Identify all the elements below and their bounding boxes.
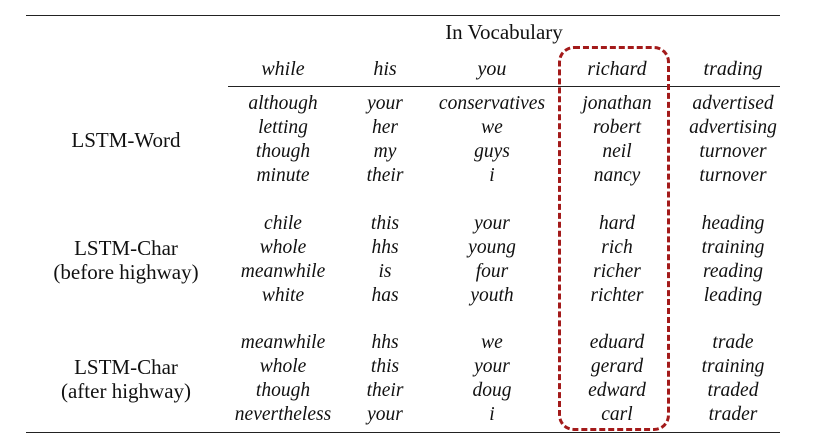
table-cell: although — [248, 93, 318, 114]
table-cell: guys — [474, 141, 510, 162]
table-cell: white — [261, 285, 305, 306]
table-cell: richter — [590, 285, 644, 306]
table-cell: rich — [601, 237, 633, 258]
table-cell: hhs — [371, 237, 399, 258]
table-cell: hard — [598, 213, 636, 234]
table-cell: jonathan — [582, 93, 652, 114]
table-cell: training — [701, 237, 765, 258]
table-cell: robert — [592, 117, 642, 138]
table-cell: has — [371, 285, 399, 306]
rule-bottom — [26, 432, 780, 433]
column-header-richard: richard — [587, 58, 647, 80]
table-cell: leading — [703, 285, 763, 306]
table-cell: their — [366, 380, 404, 401]
table-cell: minute — [256, 165, 310, 186]
table-cell: trade — [712, 332, 754, 353]
table-cell: we — [481, 117, 503, 138]
table-cell: my — [373, 141, 397, 162]
table-cell: whole — [259, 356, 307, 377]
table-cell: traded — [707, 380, 759, 401]
table-cell: chile — [264, 213, 302, 234]
table-cell: advertised — [692, 93, 774, 114]
table-cell: training — [701, 356, 765, 377]
row-group-label-line: (before highway) — [53, 260, 199, 284]
table-cell: hhs — [371, 332, 399, 353]
table-cell: heading — [701, 213, 765, 234]
table-cell: richer — [593, 261, 641, 282]
table-cell: her — [372, 117, 398, 138]
table-cell: turnover — [699, 165, 767, 186]
table-title: In Vocabulary — [445, 20, 563, 44]
table-cell: i — [489, 404, 495, 425]
column-header-trading: trading — [703, 58, 763, 80]
table-cell: turnover — [699, 141, 767, 162]
table-cell: gerard — [590, 356, 644, 377]
column-header-while: while — [261, 58, 305, 80]
table-cell: letting — [258, 117, 308, 138]
table-cell: your — [474, 213, 510, 234]
table-cell: nancy — [593, 165, 641, 186]
table-cell: your — [367, 404, 403, 425]
table-cell: whole — [259, 237, 307, 258]
table-cell: advertising — [689, 117, 777, 138]
row-group-label — [26, 236, 226, 284]
table-cell: meanwhile — [240, 261, 326, 282]
table-cell: youth — [470, 285, 514, 306]
table-cell: their — [366, 165, 404, 186]
table-cell: trader — [708, 404, 758, 425]
table-cell: conservatives — [438, 93, 546, 114]
table-cell: though — [255, 380, 311, 401]
table-cell: neil — [602, 141, 632, 162]
table-cell: we — [481, 332, 503, 353]
table-cell: is — [378, 261, 392, 282]
table-cell: your — [474, 356, 510, 377]
table-cell: four — [475, 261, 509, 282]
row-group-label-line: LSTM-Char — [74, 236, 178, 260]
table-cell: carl — [601, 404, 633, 425]
table-cell: young — [468, 237, 516, 258]
table-cell: meanwhile — [240, 332, 326, 353]
rule-top — [26, 15, 780, 16]
row-group-label-line: (after highway) — [60, 379, 192, 403]
table-cell: this — [370, 213, 400, 234]
column-header-his: his — [373, 58, 397, 80]
table-cell: this — [370, 356, 400, 377]
row-group-label-line: LSTM-Word — [71, 128, 181, 152]
table-cell: though — [255, 141, 311, 162]
rule-mid — [228, 86, 780, 87]
table-cell: reading — [703, 261, 763, 282]
table-cell: i — [489, 165, 495, 186]
row-group-label — [26, 355, 226, 403]
highlight-box — [558, 46, 670, 431]
row-group-label — [26, 128, 226, 152]
table-cell: your — [367, 93, 403, 114]
row-group-label-line: LSTM-Char — [74, 355, 178, 379]
table-cell: edward — [588, 380, 646, 401]
column-header-you: you — [477, 58, 507, 80]
table-cell: nevertheless — [234, 404, 332, 425]
table-cell: eduard — [589, 332, 645, 353]
table-cell: doug — [472, 380, 512, 401]
